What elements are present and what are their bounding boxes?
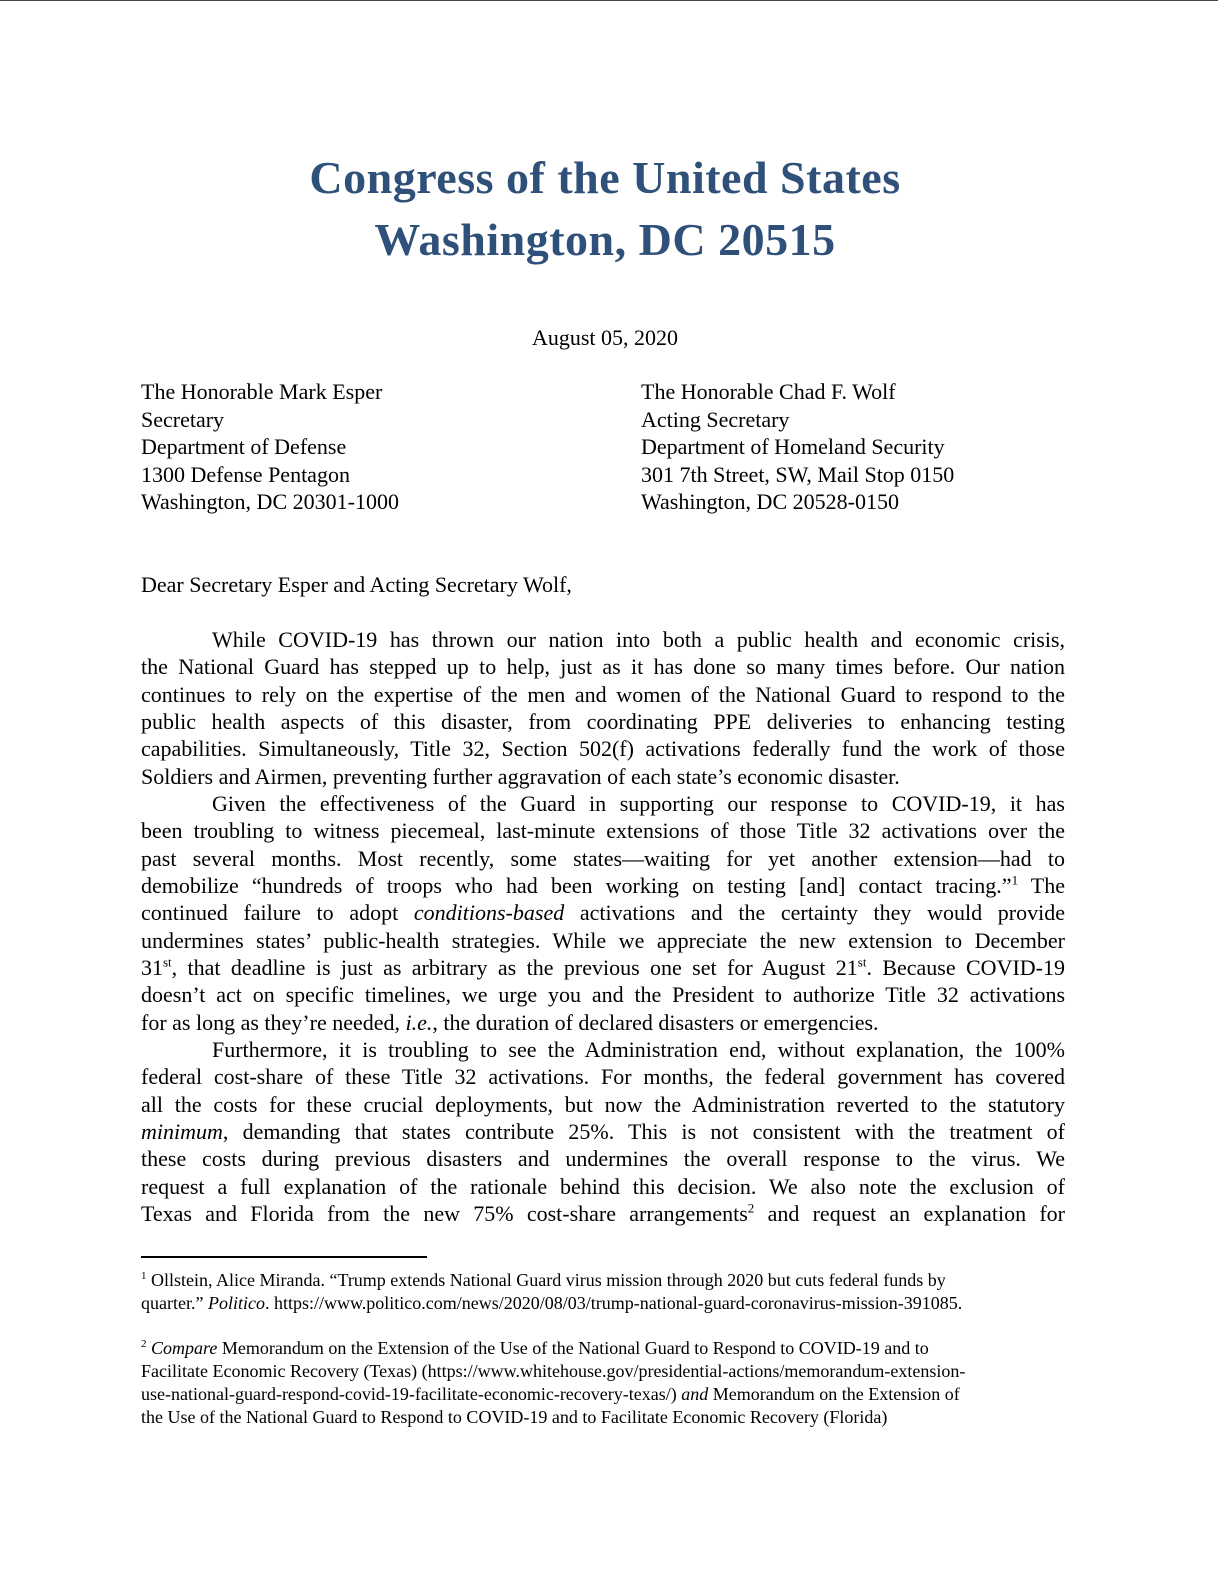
recipient-name: The Honorable Mark Esper bbox=[141, 379, 383, 404]
text-line bbox=[141, 653, 1065, 680]
page-top-border bbox=[0, 0, 1218, 1]
text-line bbox=[141, 981, 1065, 1008]
text-run: doesn’t act on specific timelines, we urge you and the President to authorize Title 32 activations bbox=[141, 982, 1065, 1008]
text-line bbox=[141, 1360, 1061, 1383]
text-line bbox=[141, 1009, 1065, 1036]
text-line bbox=[141, 872, 1065, 899]
text-run: . https://www.politico.com/news/2020/08/03/trump-national-guard-coronavirus-mission-391085. bbox=[264, 1293, 963, 1313]
text-run: continued failure to adopt bbox=[141, 900, 414, 926]
text-run: capabilities. Simultaneously, Title 32, Section 502(f) activations federally fund the work of those bbox=[141, 736, 1065, 762]
text-line bbox=[141, 1269, 1061, 1292]
recipient-city: Washington, DC 20528-0150 bbox=[641, 489, 899, 514]
italic-text: conditions-based bbox=[413, 900, 565, 926]
text-run: been troubling to witness piecemeal, last-minute extensions of those Title 32 activations over the bbox=[141, 818, 1065, 844]
text-line bbox=[141, 1337, 1061, 1360]
text-run: Soldiers and Airmen, preventing further aggravation of each state’s economic disaster. bbox=[141, 763, 900, 789]
text-run: Ollstein, Alice Miranda. “Trump extends National Guard virus mission through 2020 but cuts federal funds by bbox=[146, 1270, 946, 1290]
footnote-separator bbox=[141, 1256, 427, 1258]
text-line bbox=[141, 1091, 1065, 1118]
text-line bbox=[141, 1200, 1065, 1227]
superscript: 2 bbox=[747, 1200, 755, 1216]
text-run: activations and the certainty they would provide bbox=[564, 900, 1065, 926]
recipient-street: 301 7th Street, SW, Mail Stop 0150 bbox=[641, 461, 955, 487]
text-run: , demanding that states contribute 25%. This is not consistent with the treatment of bbox=[222, 1118, 1065, 1144]
text-run: Facilitate Economic Recovery (Texas) (https://www.whitehouse.gov/presidential-actions/memorandum-extension- bbox=[141, 1361, 966, 1381]
text-run: . Because COVID-19 bbox=[866, 954, 1065, 980]
text-run: past several months. Most recently, some states—waiting for yet another extension—had to bbox=[141, 845, 1065, 871]
text-line bbox=[141, 1036, 1065, 1063]
recipient-street: 1300 Defense Pentagon bbox=[141, 461, 350, 487]
text-line bbox=[141, 790, 1065, 817]
text-run: request a full explanation of the rationale behind this decision. We also note the exclusion of bbox=[141, 1173, 1065, 1199]
text-run: Furthermore, it is troubling to see the Administration end, without explanation, the 100% bbox=[212, 1036, 1065, 1062]
letter-body bbox=[141, 626, 1065, 1227]
recipient-name: The Honorable Chad F. Wolf bbox=[641, 379, 896, 404]
text-line bbox=[141, 763, 1065, 790]
italic-text: Compare bbox=[151, 1338, 218, 1358]
text-run: Memorandum on the Extension of bbox=[708, 1384, 960, 1404]
text-line bbox=[141, 1292, 1061, 1315]
text-run: for as long as they’re needed, bbox=[141, 1009, 406, 1035]
letterhead-title: Congress of the United States bbox=[309, 152, 901, 203]
superscript: 2 bbox=[141, 1338, 147, 1350]
text-line bbox=[141, 899, 1065, 926]
text-run: and request an explanation for bbox=[754, 1200, 1066, 1226]
recipient-department: Department of Homeland Security bbox=[641, 434, 945, 459]
text-run: While COVID-19 has thrown our nation into both a public health and economic crisis, bbox=[212, 627, 1065, 652]
text-run: quarter.” bbox=[141, 1293, 208, 1313]
text-line bbox=[141, 927, 1065, 954]
superscript: st bbox=[857, 954, 867, 970]
italic-text: minimum bbox=[141, 1118, 223, 1144]
italic-text: and bbox=[681, 1384, 709, 1404]
text-line bbox=[141, 681, 1065, 708]
text-line bbox=[141, 1406, 1061, 1429]
text-run: continues to rely on the expertise of the men and women of the National Guard to respond to the bbox=[141, 681, 1065, 707]
text-run: , the duration of declared disasters or emergencies. bbox=[432, 1009, 879, 1035]
text-line bbox=[141, 1145, 1065, 1172]
text-run: all the costs for these crucial deployments, but now the Administration reverted to the statutory bbox=[141, 1091, 1065, 1117]
letter-date: August 05, 2020 bbox=[531, 325, 679, 350]
italic-text: Politico bbox=[207, 1293, 265, 1313]
recipient-title: Secretary bbox=[141, 406, 225, 432]
text-line bbox=[141, 1118, 1065, 1145]
recipient-city: Washington, DC 20301-1000 bbox=[141, 489, 399, 514]
text-line bbox=[141, 1173, 1065, 1200]
recipient-block-defense bbox=[141, 378, 399, 516]
text-run: The bbox=[1018, 872, 1066, 898]
text-line bbox=[141, 735, 1065, 762]
text-run: , that deadline is just as arbitrary as the previous one set for August 21 bbox=[171, 954, 858, 980]
text-line bbox=[141, 1383, 1061, 1406]
text-line bbox=[141, 817, 1065, 844]
text-run: these costs during previous disasters and undermines the overall response to the virus. We bbox=[141, 1146, 1065, 1172]
salutation: Dear Secretary Esper and Acting Secretary Wolf, bbox=[141, 572, 572, 597]
recipient-block-homeland bbox=[641, 378, 954, 516]
text-run: public health aspects of this disaster, from coordinating PPE deliveries to enhancing testing bbox=[141, 708, 1065, 734]
text-run: the Use of the National Guard to Respond to COVID-19 and to Facilitate Economic Recovery (Florida) bbox=[141, 1407, 888, 1427]
recipient-title: Acting Secretary bbox=[641, 406, 790, 432]
text-run: Memorandum on the Extension of the Use of the National Guard to Respond to COVID-19 and to bbox=[217, 1338, 929, 1358]
text-line bbox=[141, 845, 1065, 872]
recipient-department: Department of Defense bbox=[141, 434, 347, 459]
footnote-1 bbox=[141, 1269, 1061, 1315]
text-line bbox=[141, 708, 1065, 735]
superscript: st bbox=[163, 954, 172, 970]
italic-text: i.e. bbox=[405, 1009, 433, 1035]
footnote-2 bbox=[141, 1337, 1061, 1429]
letterhead-address: Washington, DC 20515 bbox=[374, 214, 836, 265]
text-run: 31 bbox=[141, 954, 163, 980]
text-run: federal cost-share of these Title 32 activations. For months, the federal government has covered bbox=[141, 1064, 1065, 1090]
text-line bbox=[141, 1063, 1065, 1090]
text-run: the National Guard has stepped up to help, just as it has done so many times before. Our nation bbox=[141, 654, 1065, 680]
text-line bbox=[141, 954, 1065, 981]
text-run: demobilize “hundreds of troops who had been working on testing [and] contact tracing.” bbox=[141, 872, 1012, 898]
superscript: 1 bbox=[1011, 872, 1019, 888]
text-line bbox=[141, 626, 1065, 653]
superscript: 1 bbox=[141, 1270, 147, 1282]
text-run: Texas and Florida from the new 75% cost-share arrangements bbox=[141, 1200, 748, 1226]
text-run: Given the effectiveness of the Guard in supporting our response to COVID-19, it has bbox=[212, 790, 1065, 816]
text-run: use-national-guard-respond-covid-19-facilitate-economic-recovery-texas/) bbox=[141, 1384, 682, 1404]
text-run: undermines states’ public-health strategies. While we appreciate the new extension to December bbox=[141, 927, 1065, 953]
